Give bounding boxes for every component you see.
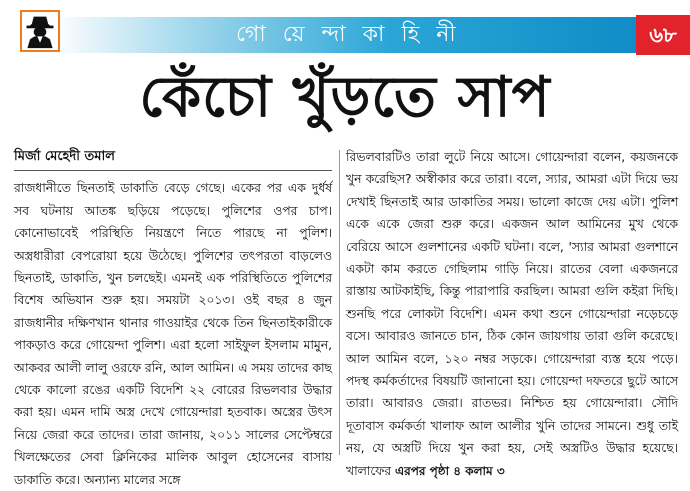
continuation-note[interactable]: এরপর পৃষ্ঠা ৪ কলাম ৩ bbox=[394, 463, 505, 478]
right-column-text bbox=[346, 146, 678, 482]
article-headline: কেঁচো খুঁড়তে সাপ bbox=[139, 65, 551, 130]
detective-silhouette-icon bbox=[20, 10, 60, 52]
page-header bbox=[0, 0, 690, 56]
byline-rule bbox=[14, 170, 332, 171]
article-column-left bbox=[14, 146, 332, 491]
article-column-right bbox=[346, 146, 678, 482]
right-column-body: রিভলবারটিও তারা লুটে নিয়ে আসে। গোয়েন্দারা বলেন, কয়জনকে খুন করেছিস? অস্বীকার করে তারা। বলে, স্যার, আমরা এটা দিয়ে ভয় দেখাই ছিনতাই আর ডাকাতির সময়। ভালো কাজে দেয় এটা। পুলিশ একে একে জেরা শুরু করে। একজন আল আমিনের মুখ থেকে বেরিয়ে আসে গুলশানের একটি ঘটনা। বলে, 'স্যার আমরা গুলশানে একটা কাম করতে গেছিলাম গাড়ি নিয়ে। রাতের বেলা একজনরে রাস্তায় আটকাইছি, কিন্তু পারাপারি করছিল। আমরা গুলি কইরা দিছি। শুনছি পরে লোকটা বিদেশি। এমন কথা শুনে গোয়েন্দারা নড়েচড়ে বসে। আবারও জানতে চান, ঠিক কোন জায়গায় তারা গুলি করেছে। আল আমিন বলে, ১২০ নম্বর সড়কে। গোয়েন্দারা ব্যস্ত হয়ে পড়ে। পদস্থ কর্মকর্তাদের বিষয়টি জানানো হয়। গোয়েন্দা দফতরে ছুটে আসে তারা। আবারও জেরা। রাতভর। নিশ্চিত হয় গোয়েন্দারা। সৌদি দূতাবাস কর্মকর্তা খালাফ আল আলীর খুনি তাদের সামনে। শুধু তাই নয়, যে অস্ত্রটি দিয়ে খুন করা হয়, সেই অস্ত্রটিও উদ্ধার হয়েছে। খালাফের bbox=[346, 150, 678, 478]
left-column-text: রাজধানীতে ছিনতাই ডাকাতি বেড়ে গেছে। একের পর এক দুর্ধর্ষ সব ঘটনায় আতঙ্ক ছড়িয়ে পড়েছে। পুলিশের ওপর চাপ। কোনোভাবেই পরিস্থিতি নিয়ন্ত্রণে নিতে পারছে না পুলিশ। অস্ত্রধারীরা বেপরোয়া হয়ে উঠেছে। পুলিশের তৎপরতা বাড়লেও ছিনতাই, ডাকাতি, খুন চলছেই। এমনই এক পরিস্থিতিতে পুলিশের বিশেষ অভিযান শুরু হয়। সময়টা ২০১৩। ওই বছর ৪ জুন রাজধানীর দক্ষিণখান থানার গাওয়াইর থেকে তিন ছিনতাইকারীকে পাকড়াও করে গোয়েন্দা পুলিশ। এরা হলো সাইফুল ইসলাম মামুন, আকবর আলী লালু ওরফে রনি, আল আমিন। এ সময় তাদের কাছ থেকে কালো রঙের একটি বিদেশি ২২ বোরের রিভলবার উদ্ধার করা হয়। এমন দামি অস্ত্র দেখে গোয়েন্দারা হতবাক। অস্ত্রের উৎস নিয়ে জেরা করে তাদের। তারা জানায়, ২০১১ সালের সেপ্টেম্বরে খিলক্ষেতের সেবা ক্লিনিকের মালিক আবুল হোসেনের বাসায় ডাকাতি করে। অন্যান্য মালের সঙ্গে bbox=[14, 181, 332, 487]
section-title: গো য়ে ন্দা কা হি নী bbox=[236, 22, 461, 47]
author-byline: মির্জা মেহেদী তমাল bbox=[14, 149, 115, 164]
column-divider bbox=[339, 150, 340, 455]
page-number-badge: ৬৮ bbox=[636, 15, 690, 55]
